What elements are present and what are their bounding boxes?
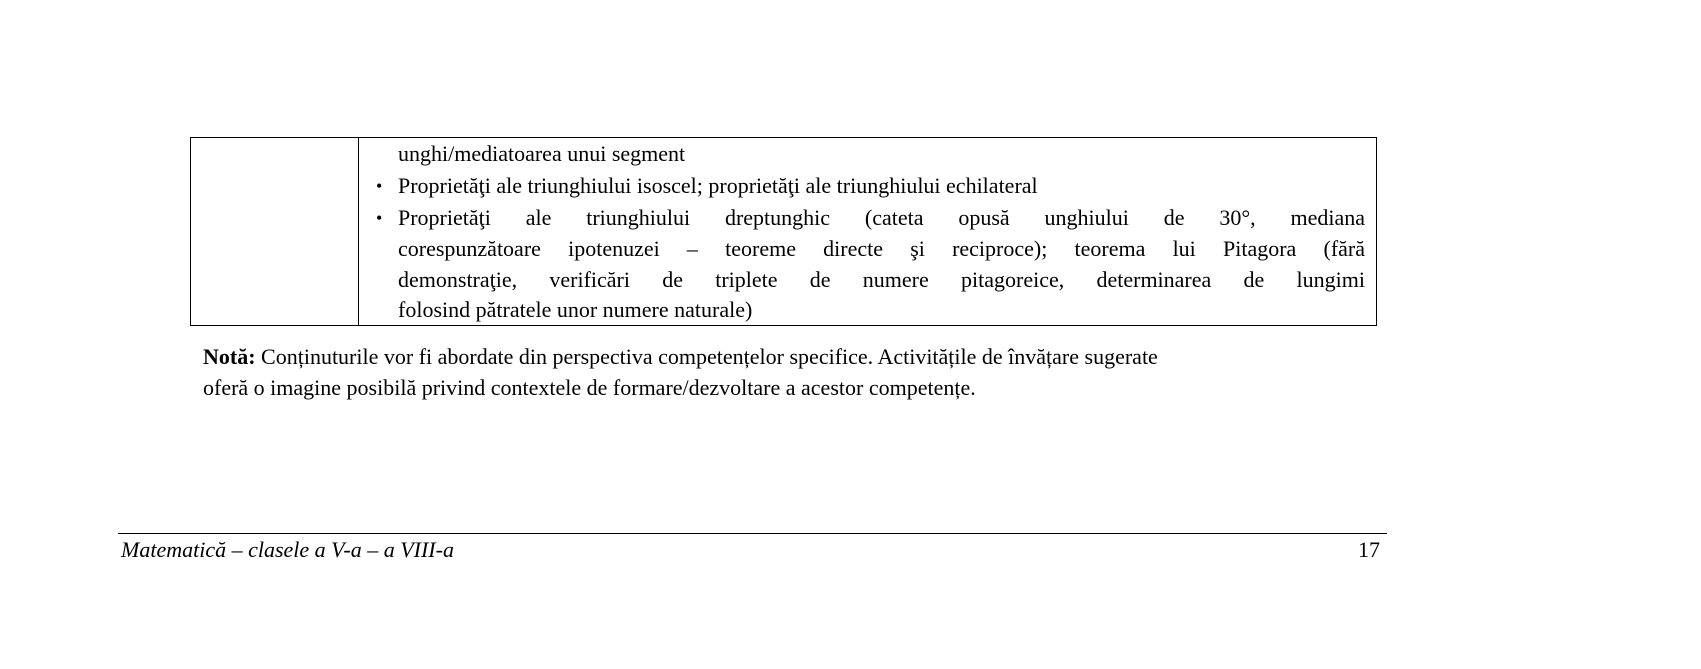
continuation-line: unghi/mediatoarea unui segment: [398, 141, 686, 166]
bullet-icon: •: [376, 208, 383, 228]
bullet-item-1: Proprietăţi ale triunghiului isoscel; proprietăţi ale triunghiului echilateral: [398, 173, 1038, 198]
bullet-item-2-line: demonstraţie, verificări de triplete de numere pitagoreice, determinarea de lungimi: [398, 267, 1365, 292]
bullet-item-2-line: folosind pătratele unor numere naturale): [398, 297, 753, 322]
note-line-2: oferă o imagine posibilă privind contextele de formare/dezvoltare a acestor competențe.: [203, 375, 976, 400]
footer-title: Matematică – clasele a V-a – a VIII-a: [121, 537, 454, 562]
note-text: Conținuturile vor fi abordate din perspectiva competențelor specifice. Activitățile de învățare sugerate: [255, 344, 1158, 369]
note-line-1: [203, 341, 1158, 372]
bullet-icon: •: [376, 176, 383, 196]
bullet-item-2-line: Proprietăţi ale triunghiului dreptunghic (cateta opusă unghiului de 30°, mediana: [398, 205, 1365, 230]
bullet-item-2-line: corespunzătoare ipotenuzei – teoreme directe şi reciproce); teorema lui Pitagora (fără: [398, 236, 1365, 261]
footer-divider: [118, 533, 1387, 534]
page-number: 17: [1358, 537, 1380, 562]
column-divider: [358, 138, 359, 325]
note-label: Notă:: [203, 344, 256, 369]
content-table: [190, 137, 1377, 326]
